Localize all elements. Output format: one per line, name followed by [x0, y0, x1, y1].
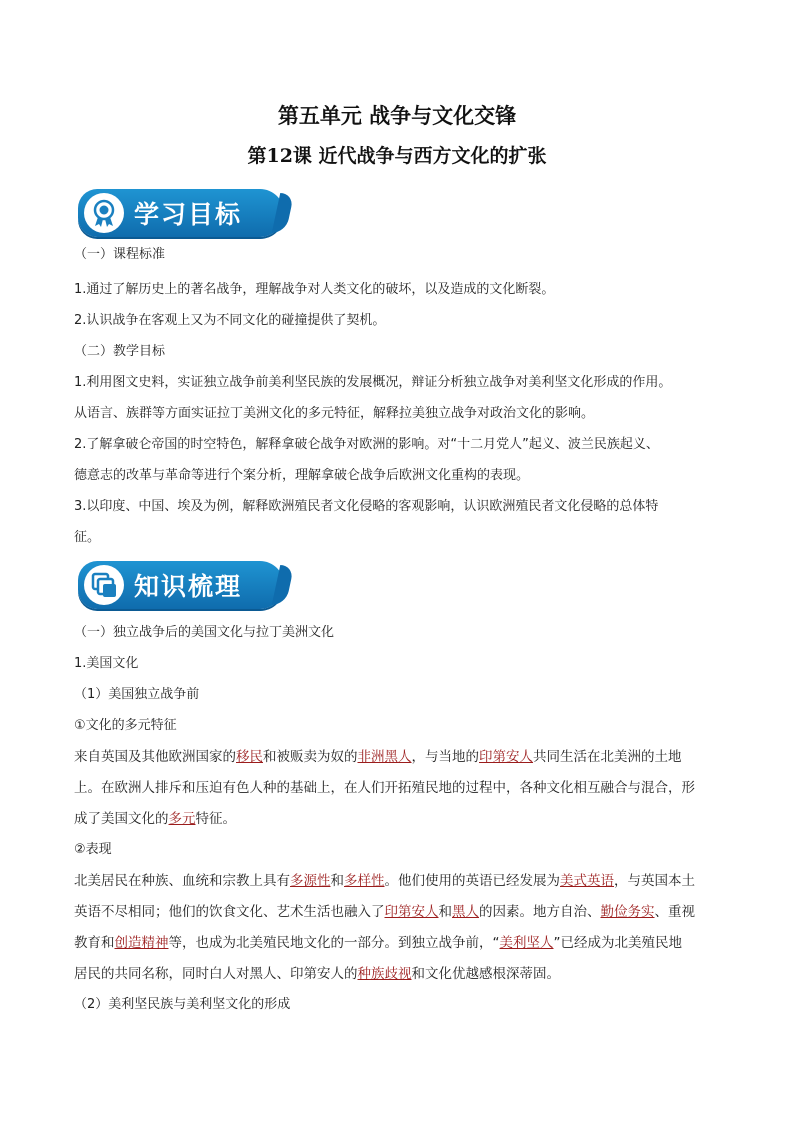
lesson-title: 第12课 近代战争与西方文化的扩张	[247, 145, 547, 167]
objectives-item-1-line-2: 从语言、族群等方面实证拉丁美洲文化的多元特征，解释拉美独立战争对政治文化的影响。	[74, 406, 595, 421]
highlight-term: 勤俭务实	[600, 904, 655, 920]
knowledge-review-banner	[78, 561, 284, 609]
banner-label: 学习目标	[134, 200, 243, 229]
highlight-term: 多元	[168, 811, 196, 827]
paragraph-1-line-2: 上。在欧洲人排斥和压迫有色人种的基础上，在人们开拓殖民地的过程中，各种文化相互融合与混合，形	[74, 780, 695, 796]
knowledge-section-heading: （一）独立战争后的美国文化与拉丁美洲文化	[74, 625, 335, 640]
objectives-item-3-line-1: 3.以印度、中国、埃及为例，解释欧洲殖民者文化侵略的客观影响，认识欧洲殖民者文化侵略的总体特	[74, 499, 659, 514]
paragraph-2-line-4: 居民的共同名称，同时白人对黑人、印第安人的种族歧视和文化优越感根深蒂固。	[74, 966, 560, 982]
award-ribbon-icon	[84, 193, 124, 233]
highlight-term: 美式英语	[560, 873, 614, 889]
objectives-item-1-line-1: 1.利用图文史料，实证独立战争前美利坚民族的发展概况，辩证分析独立战争对美利坚文化形成的作用。	[74, 375, 672, 390]
paragraph-2-line-3: 教育和创造精神等，也成为北美殖民地文化的一部分。到独立战争前，“美利坚人”已经成为北美殖民地	[74, 935, 682, 951]
paragraph-1-line-1: 来自英国及其他欧洲国家的移民和被贩卖为奴的非洲黑人，与当地的印第安人共同生活在北美洲的土地	[74, 749, 682, 765]
highlight-term: 种族歧视	[357, 966, 412, 982]
paragraph-2-line-1: 北美居民在种族、血统和宗教上具有多源性和多样性。他们使用的英语已经发展为美式英语，与英国本土	[74, 873, 695, 889]
highlight-term: 创造精神	[114, 935, 169, 951]
knowledge-subheading-us-culture: 1.美国文化	[74, 656, 139, 671]
unit-title: 第五单元 战争与文化交锋	[277, 103, 517, 128]
paragraph-2-line-2: 英语不尽相同；他们的饮食文化、艺术生活也融入了印第安人和黑人的因素。地方自治、勤俭务实、重视	[74, 904, 695, 920]
paragraph-1-line-3: 成了美国文化的多元特征。	[74, 811, 236, 827]
stacked-documents-icon	[84, 565, 124, 605]
objectives-teaching-heading: （二）教学目标	[74, 344, 166, 359]
knowledge-point-manifestation: ②表现	[74, 842, 112, 857]
highlight-term: 黑人	[452, 904, 479, 920]
objectives-standard-heading: （一）课程标准	[74, 247, 166, 262]
highlight-term: 多源性	[290, 873, 331, 889]
objectives-item-3-line-2: 征。	[74, 530, 101, 545]
highlight-term: 印第安人	[384, 904, 439, 920]
highlight-term: 多样性	[344, 873, 385, 889]
highlight-term: 印第安人	[479, 749, 533, 765]
highlight-term: 美利坚人	[499, 935, 554, 951]
learning-objectives-banner	[78, 189, 284, 237]
knowledge-subheading-before-war: （1）美国独立战争前	[74, 687, 200, 702]
knowledge-point-diversity: ①文化的多元特征	[74, 718, 177, 733]
highlight-term: 非洲黑人	[357, 749, 412, 765]
objectives-standard-item-2: 2.认识战争在客观上又为不同文化的碰撞提供了契机。	[74, 313, 386, 328]
knowledge-subheading-nation-formation: （2）美利坚民族与美利坚文化的形成	[74, 997, 291, 1012]
objectives-item-2-line-2: 德意志的改革与革命等进行个案分析，理解拿破仑战争后欧洲文化重构的表现。	[74, 468, 530, 483]
banner-label: 知识梳理	[134, 572, 243, 601]
objectives-standard-item-1: 1.通过了解历史上的著名战争，理解战争对人类文化的破坏，以及造成的文化断裂。	[74, 282, 555, 297]
highlight-term: 移民	[236, 749, 263, 765]
objectives-item-2-line-1: 2.了解拿破仑帝国的时空特色，解释拿破仑战争对欧洲的影响。对“十二月党人”起义、波兰民族起义、	[74, 437, 659, 452]
